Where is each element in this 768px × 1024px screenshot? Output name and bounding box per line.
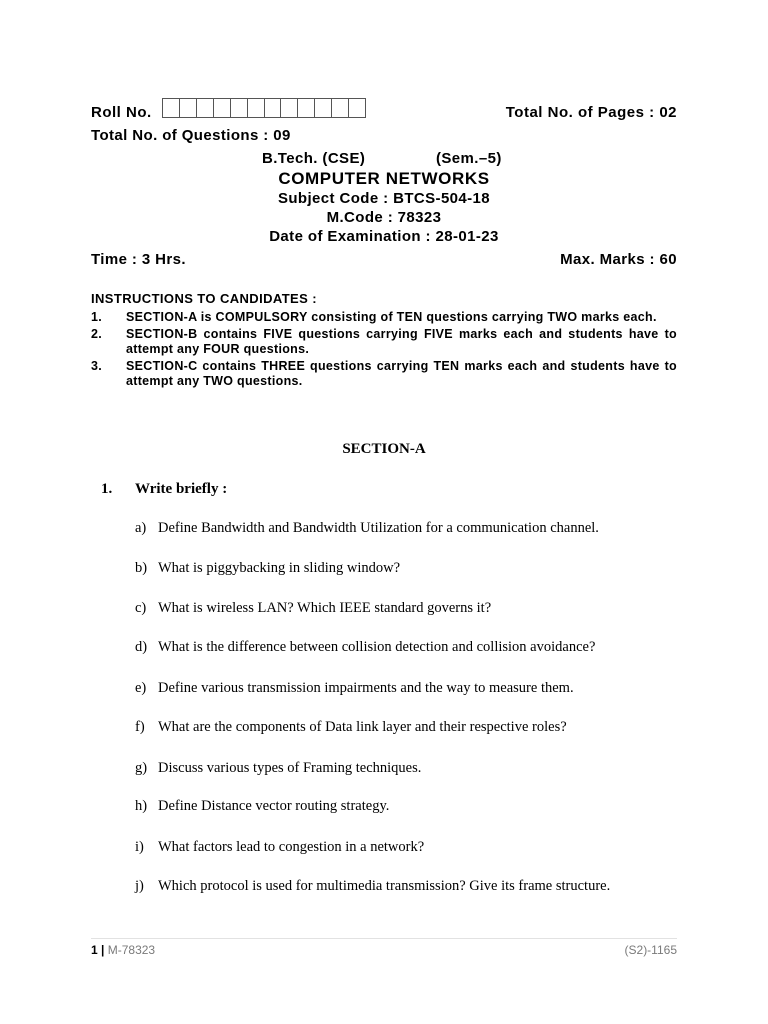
sub-question-text: Define various transmission impairments and the way to measure them.: [158, 680, 574, 696]
question-title: Write briefly :: [135, 481, 228, 497]
sub-question-text: Define Distance vector routing strategy.: [158, 798, 390, 814]
sub-question-label: b): [135, 560, 148, 576]
instructions-heading: INSTRUCTIONS TO CANDIDATES :: [91, 291, 317, 306]
sub-question-label: a): [135, 520, 147, 536]
sub-question-text: What is wireless LAN? Which IEEE standard governs it?: [158, 600, 492, 616]
sub-question-text: What are the components of Data link layer and their respective roles?: [158, 719, 567, 735]
instruction-number: 1.: [91, 310, 103, 324]
instruction-text: SECTION-C contains THREE questions carrying TEN marks each and students have to attempt any TWO questions.: [126, 359, 677, 388]
semester: (Sem.–5): [436, 150, 502, 167]
subject-code: Subject Code : BTCS-504-18: [277, 190, 491, 207]
total-pages: Total No. of Pages : 02: [505, 104, 677, 121]
sub-question-label: g): [135, 760, 148, 776]
instruction-item: [91, 310, 677, 325]
footer-left: [91, 943, 155, 957]
roll-no-boxes[interactable]: [162, 98, 366, 118]
footer-divider: [91, 938, 677, 939]
instruction-number: 2.: [91, 327, 103, 341]
paper-title: COMPUTER NETWORKS: [278, 169, 490, 188]
instruction-item: [91, 359, 677, 389]
sub-question-text: What is the difference between collision detection and collision avoidance?: [158, 639, 596, 655]
course-name: B.Tech. (CSE): [262, 150, 366, 167]
m-code: M.Code : 78323: [326, 209, 442, 226]
sub-question-label: f): [135, 719, 145, 735]
max-marks: Max. Marks : 60: [560, 251, 677, 268]
page-number: 1: [91, 943, 98, 957]
footer-code: M-78323: [107, 943, 156, 957]
sub-question-label: j): [135, 878, 144, 894]
sub-question-label: e): [135, 680, 147, 696]
instruction-item: [91, 327, 677, 357]
sub-question-label: h): [135, 798, 148, 814]
sub-question-text: Which protocol is used for multimedia transmission? Give its frame structure.: [158, 878, 611, 894]
sub-question-label: c): [135, 600, 147, 616]
instructions-list: [91, 310, 677, 391]
time-allowed: Time : 3 Hrs.: [91, 251, 186, 268]
total-questions: Total No. of Questions : 09: [91, 127, 291, 144]
question-number: 1.: [101, 481, 113, 497]
footer-separator: |: [101, 943, 105, 957]
sub-question-label: i): [135, 839, 144, 855]
sub-question-text: Discuss various types of Framing techniques.: [158, 760, 422, 776]
section-title: SECTION-A: [342, 441, 426, 457]
sub-question-text: What factors lead to congestion in a network?: [158, 839, 425, 855]
sub-question-text: Define Bandwidth and Bandwidth Utilization for a communication channel.: [158, 520, 599, 536]
exam-date: Date of Examination : 28-01-23: [269, 228, 499, 245]
roll-no-label: Roll No.: [91, 104, 152, 121]
instruction-text: SECTION-B contains FIVE questions carrying FIVE marks each and students have to attempt any FOUR questions.: [126, 327, 677, 356]
sub-question-label: d): [135, 639, 148, 655]
instruction-text: SECTION-A is COMPULSORY consisting of TEN questions carrying TWO marks each.: [126, 310, 657, 324]
footer-ref: (S2)-1165: [624, 943, 677, 957]
instruction-number: 3.: [91, 359, 103, 373]
sub-question-text: What is piggybacking in sliding window?: [158, 560, 401, 576]
